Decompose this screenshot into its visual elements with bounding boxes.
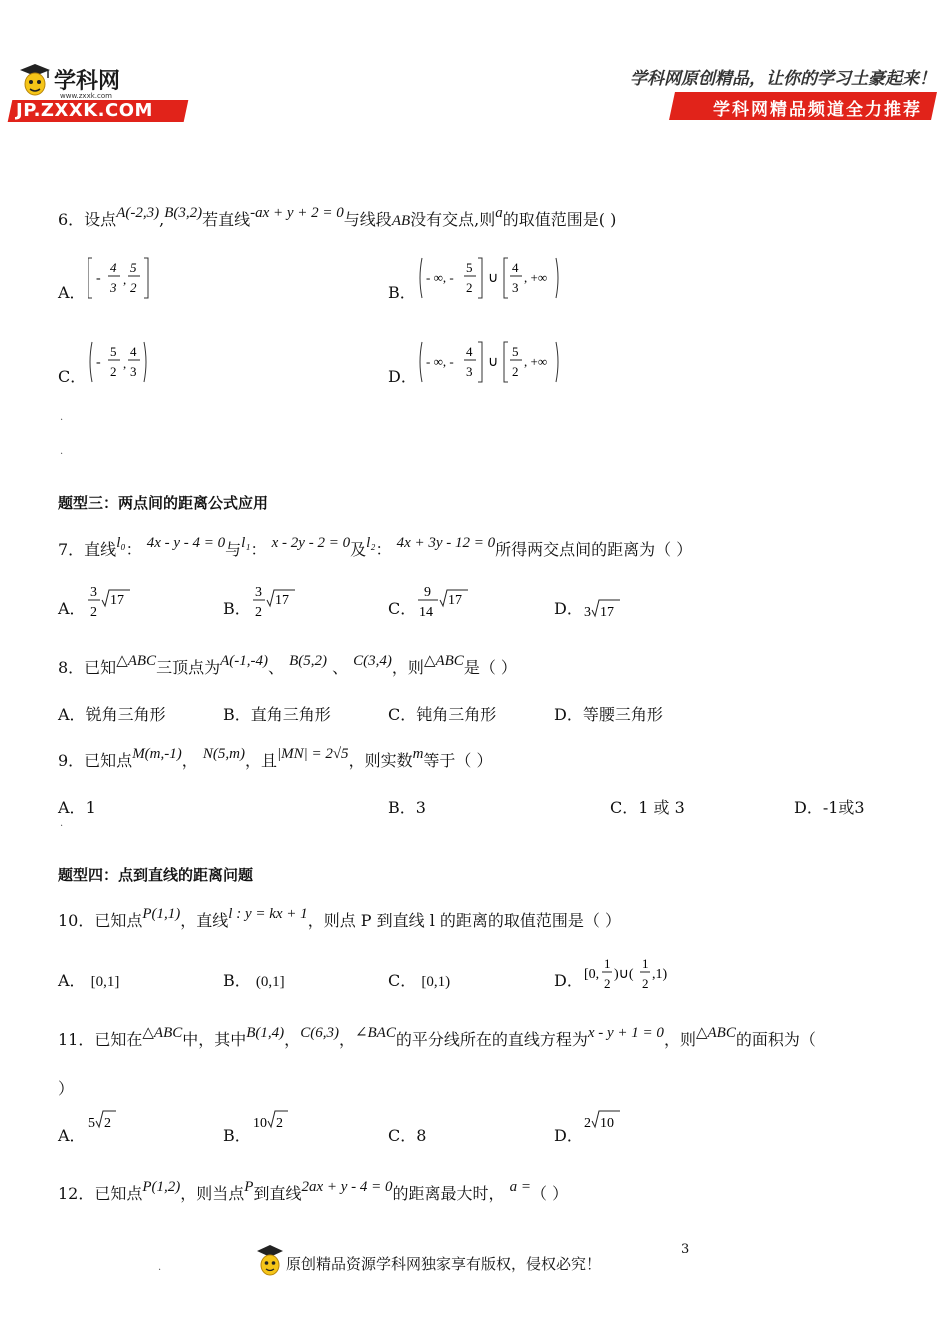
q6-option-b[interactable] [388,260,548,303]
q11-line: x - y + 1 = 0 [587,1025,664,1041]
q6-number: 6．设点 [58,210,117,229]
section-heading-3: 题型三：两点间的距离公式应用 [58,494,269,512]
svg-text:3: 3 [584,605,591,620]
q8-option-c[interactable] [388,702,496,725]
q12-text-2: 到直线 [253,1184,302,1203]
question-9: 9．已知点M(m,-1)， N(5,m)，且|MN| = 2√5，则实数m等于（ ） [58,746,493,770]
q6-line: -ax + y + 2 = 0 [250,205,344,221]
svg-text:2: 2 [90,605,97,620]
svg-text:5: 5 [512,344,519,359]
q9-var-m: m [412,746,424,762]
q10-option-d-math [582,954,682,998]
svg-text:,: , [123,272,127,287]
option-text: 钝角三角形 [416,705,497,724]
option-label: D． [388,367,417,386]
q9-option-d[interactable] [794,795,865,818]
question-7 [58,537,692,560]
svg-text:5: 5 [130,260,137,275]
option-label: D． [554,1126,583,1145]
q9-option-c[interactable] [610,795,685,818]
q10-option-a[interactable] [58,968,119,991]
q9-number: 9．已知点 [58,751,133,770]
svg-text:2: 2 [466,280,473,295]
footer-copyright: 原创精品资源学科网独家享有版权，侵权必究！ [286,1255,602,1273]
q7-text-3: 所得两交点间的距离为（ ） [495,540,693,559]
q11-text-2: 的平分线所在的直线方程为 [395,1030,588,1049]
svg-text:2: 2 [584,1116,591,1131]
q6-text-3: 没有交点,则 [410,210,496,229]
interval-graphic [88,254,208,304]
svg-text:-: - [96,355,101,370]
option-text: 3 [415,798,426,817]
svg-text:1: 1 [642,956,649,971]
option-label: A． [58,971,86,990]
spacer-dot: . [60,818,64,829]
svg-text:2: 2 [104,1116,111,1131]
svg-text:4: 4 [512,260,519,275]
svg-text:5: 5 [110,344,117,359]
q10-option-b[interactable] [223,968,285,991]
q6-option-d-math [418,338,568,392]
svg-text:3: 3 [466,364,473,379]
svg-text:10: 10 [600,1116,614,1131]
logo-text: 学科网 [54,69,121,94]
q9-option-a[interactable] [58,795,96,818]
svg-text:9: 9 [424,585,431,600]
q11-point-b: B(1,4) [246,1025,285,1041]
svg-text:4: 4 [110,260,117,275]
option-label: D． [554,971,583,990]
q8-text-2: ，则 [391,658,424,677]
q12-text-4: （ ） [531,1184,569,1203]
q12-line: 2ax + y - 4 = 0 [301,1179,393,1195]
q8-option-b[interactable] [223,702,331,725]
svg-text:-: - [96,271,101,286]
svg-text:- ∞, -: - ∞, - [426,354,454,369]
q7-l1: l₁ [241,535,251,551]
q8-point-b: B(5,2) [289,653,327,669]
q8-point-a: A(-1,-4) [220,653,268,669]
option-text: 8 [416,1126,427,1145]
q11-option-d[interactable] [554,1116,614,1146]
svg-text:, +∞: , +∞ [524,354,548,369]
q6-segment: AB [391,213,411,229]
q6-point-a: A(-2,3) [116,205,160,221]
q7-l2: l₂ [366,535,376,551]
q6-option-d[interactable] [388,344,548,387]
logo-small-url: www.zxxk.com [60,92,112,100]
q10-point-p: P(1,1) [142,906,181,922]
svg-text:- ∞, -: - ∞, - [426,270,454,285]
option-label: D． [554,705,583,724]
header-slogan: 学科网原创精品，让你的学习土豪起来！ [630,69,936,89]
svg-text:2: 2 [130,280,137,295]
q11-text-3: ，则 [663,1030,696,1049]
q7-colon: ： [125,540,142,559]
footer-mascot-icon [256,1244,284,1280]
q11-number: 11．已知在 [58,1030,143,1049]
q7-option-d[interactable] [554,596,614,620]
header-banner-text[interactable]: 学科网精品频道全力推荐 [713,100,922,120]
q7-eq0: 4x - y - 4 = 0 [146,535,226,551]
q11-option-b[interactable] [223,1116,283,1146]
option-label: B． [388,283,416,302]
question-12 [58,1181,568,1204]
svg-text:2: 2 [276,1116,283,1131]
svg-text:3: 3 [110,280,117,295]
svg-text:)∪(: )∪( [614,967,634,982]
q8-number: 8．已知 [58,658,117,677]
option-label: C． [58,367,87,386]
q7-text-1: 与 [225,540,242,559]
q10-option-d[interactable] [554,956,668,991]
q6-text-2: 与线段 [343,210,392,229]
svg-text:,: , [123,356,127,371]
option-label: B． [223,971,251,990]
option-label: C． [388,599,417,618]
q6-text-1: 若直线 [202,210,251,229]
q11-option-a-math [86,1107,130,1133]
option-label: B． [223,1126,251,1145]
q7-colon: ： [250,540,267,559]
logo-url: JP.ZXXK.COM [16,100,153,121]
q7-option-b[interactable] [223,585,289,620]
interval-graphic [418,338,568,388]
question-10 [58,908,621,931]
question-11: 11．已知在△ABC中，其中B(1,4)，C(6,3)，∠BAC的平分线所在的直线方程为x - y + 1 = 0，则△ABC的面积为（ [58,1025,816,1049]
q11-text-1: 中，其中 [182,1030,247,1049]
q7-option-b-math [251,582,301,626]
svg-text:4: 4 [466,344,473,359]
svg-text:[0,: [0, [584,967,600,982]
q10-text-1: ，直线 [180,911,229,930]
option-text: 1 或 3 [638,798,685,817]
spacer-dot: . [60,412,64,423]
q6-option-c[interactable] [58,344,137,387]
option-label: A． [58,705,86,724]
svg-text:, +∞: , +∞ [524,270,548,285]
option-text: 锐角三角形 [85,705,166,724]
q6-option-a-math [88,254,208,309]
q7-option-c-math [416,582,476,626]
q11-angle: ∠BAC [354,1025,396,1041]
spacer-dot: . [60,446,64,457]
q12-a-equals: a = [509,1179,532,1195]
svg-text:4: 4 [130,344,137,359]
q12-number: 12．已知点 [58,1184,143,1203]
svg-text:5: 5 [88,1116,95,1131]
option-label: B． [223,705,251,724]
q12-text-3: 的距离最大时， [392,1184,505,1203]
option-label: D． [794,798,823,817]
svg-text:∪: ∪ [488,270,499,286]
svg-text:17: 17 [600,605,614,620]
q7-l0: l₀ [116,535,126,551]
option-math: [0,1] [90,974,120,990]
q10-text-2: ，则点 P 到直线 l 的距离的取值范围是（ ） [307,911,622,930]
question-6 [58,207,616,230]
svg-text:10: 10 [253,1116,267,1131]
svg-text:17: 17 [275,593,289,608]
q9-condition: |MN| = 2√5 [276,746,349,762]
option-text: 直角三角形 [250,705,331,724]
interval-graphic [88,338,208,388]
q11-point-c: C(6,3) [300,1025,339,1041]
q7-number: 7．直线 [58,540,117,559]
site-logo[interactable] [10,62,186,122]
q9-text-2: ，则实数 [348,751,413,770]
q8-triangle: △ABC [116,653,157,669]
q6-option-b-math [418,254,568,308]
q9-point-n: N(5,m) [202,746,245,762]
q11-option-d-math [582,1107,632,1133]
svg-text:3: 3 [130,364,137,379]
q11-triangle: △ABC [142,1025,183,1041]
option-label: B． [388,798,416,817]
option-text: 等腰三角形 [582,705,663,724]
svg-text:,1): ,1) [652,967,668,982]
q9-option-b[interactable] [388,795,426,818]
svg-text:2: 2 [642,976,649,991]
q6-var-a: a [495,205,503,221]
option-label: C． [388,971,417,990]
svg-text:1: 1 [604,956,611,971]
section-heading-4: 题型四：点到直线的距离问题 [58,866,254,884]
q11-option-b-math [251,1107,301,1133]
svg-text:5: 5 [466,260,473,275]
option-label: C． [610,798,639,817]
svg-text:3: 3 [255,585,262,600]
option-math: (0,1] [255,974,285,990]
svg-text:2: 2 [255,605,262,620]
q12-text-1: ，则当点 [180,1184,245,1203]
svg-text:∪: ∪ [488,354,499,370]
q8-text-3: 是（ ） [463,658,517,677]
option-label: B． [223,599,251,618]
q8-option-d[interactable] [554,702,663,725]
svg-text:2: 2 [512,364,519,379]
page-number: 3 [681,1242,690,1257]
q10-line: l : y = kx + 1 [228,906,308,922]
q7-option-c[interactable] [388,585,462,620]
q7-option-a-math [86,582,136,626]
option-math: [0,1) [421,974,451,990]
q12-point-p: P(1,2) [142,1179,181,1195]
q6-point-b: B(3,2) [164,205,203,221]
q7-eq2: 4x + 3y - 12 = 0 [396,535,496,551]
q11-option-c[interactable] [388,1123,426,1146]
svg-text:17: 17 [448,593,462,608]
q7-eq1: x - 2y - 2 = 0 [271,535,351,551]
q11-option-a[interactable] [58,1116,111,1146]
svg-text:2: 2 [110,364,117,379]
option-label: A． [58,1126,86,1145]
option-label: A． [58,798,86,817]
q8-point-c: C(3,4) [353,653,392,669]
q7-option-d-math [582,596,632,622]
q9-text-3: 等于（ ） [423,751,493,770]
option-label: A． [58,599,86,618]
q6-text-4: 的取值范围是( ) [502,210,617,229]
q6-option-c-math [88,338,208,392]
svg-text:17: 17 [110,593,124,608]
q8-triangle-2: △ABC [423,653,464,669]
interval-graphic [418,254,568,304]
q12-var-p: P [244,1179,254,1195]
option-text: 1 [85,798,96,817]
option-label: C． [388,1126,417,1145]
q7-colon: ： [375,540,392,559]
q6-option-a[interactable] [58,260,137,303]
q7-option-a[interactable] [58,585,124,620]
q10-option-c[interactable] [388,968,450,991]
q8-option-a[interactable] [58,702,166,725]
q6-sep: , [159,210,165,229]
q8-text-1: 三顶点为 [156,658,221,677]
q11-text-5: ） [58,1079,75,1098]
q7-text-2: 及 [350,540,367,559]
svg-text:2: 2 [604,976,611,991]
option-label: D． [554,599,583,618]
question-8: 8．已知△ABC三顶点为A(-1,-4)、 B(5,2) 、 C(3,4)，则△ABC是（ ） [58,653,517,677]
q11-triangle-2: △ABC [695,1025,736,1041]
option-text: -1或3 [822,798,865,817]
option-label: C． [388,705,417,724]
q9-text-1: ，且 [244,751,277,770]
q9-point-m: M(m,-1) [132,746,182,762]
svg-text:14: 14 [419,605,433,620]
option-label: A． [58,283,86,302]
q10-number: 10．已知点 [58,911,143,930]
svg-text:3: 3 [90,585,97,600]
q11-text-4: 的面积为（ [735,1030,816,1049]
mascot-icon [18,62,52,100]
svg-text:3: 3 [512,280,519,295]
spacer-dot: . [158,1262,162,1273]
